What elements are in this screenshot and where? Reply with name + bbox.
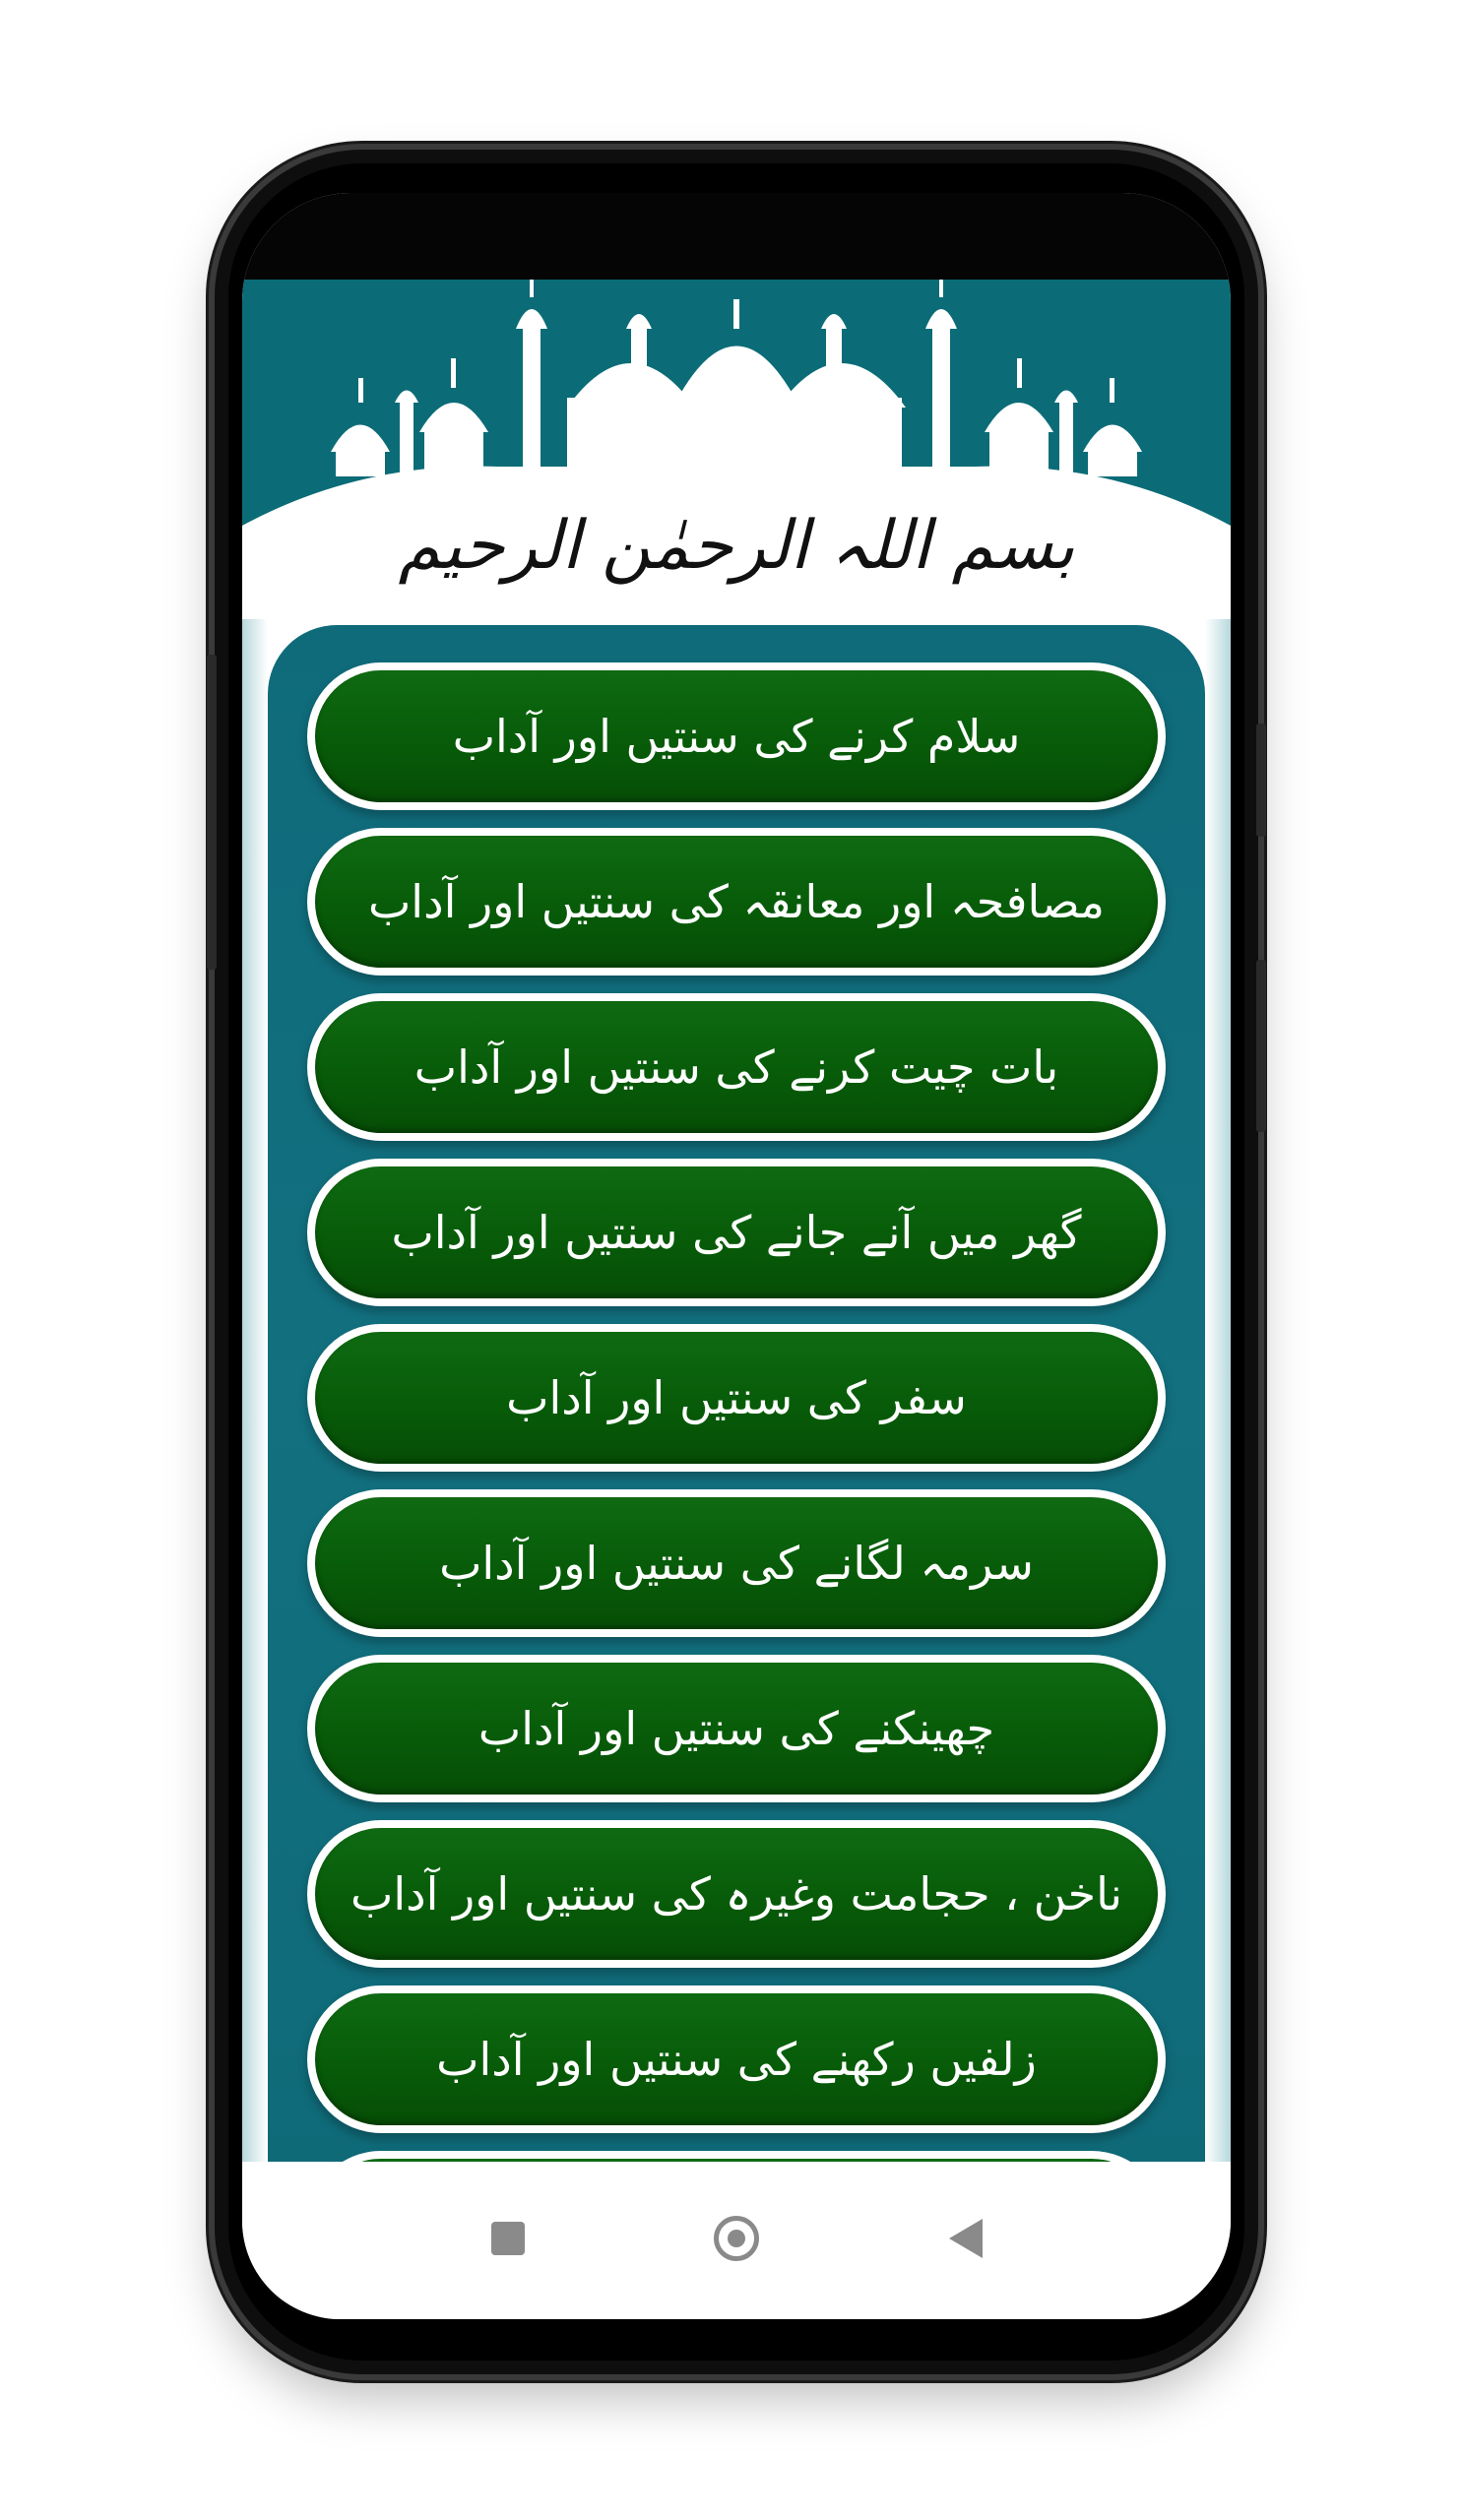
back-button[interactable]: [936, 2209, 995, 2268]
menu-panel: [268, 625, 1205, 2162]
status-bar: [242, 193, 1231, 280]
left-edge-glow: [242, 619, 268, 2162]
menu-item-label: سلام کرنے کی سنتیں اور آداب: [452, 710, 1021, 763]
menu-item-surma[interactable]: [307, 1489, 1166, 1637]
menu-item-label: بات چیت کرنے کی سنتیں اور آداب: [413, 1040, 1059, 1094]
content-area: [242, 619, 1231, 2162]
power-button: [1256, 724, 1266, 837]
recent-apps-button[interactable]: [478, 2209, 538, 2268]
navigation-bar: [242, 2162, 1231, 2319]
side-button: [1256, 960, 1266, 1132]
menu-item-musafaha[interactable]: [307, 828, 1166, 976]
square-icon: [491, 2222, 525, 2255]
menu-item-label: مصافحہ اور معانقہ کی سنتیں اور آداب: [368, 875, 1105, 928]
volume-button: [207, 655, 217, 970]
menu-item-label: سرمہ لگانے کی سنتیں اور آداب: [439, 1537, 1034, 1590]
menu-item-label: سفر کی سنتیں اور آداب: [506, 1371, 967, 1424]
menu-item-nakhun[interactable]: [307, 1820, 1166, 1968]
bismillah-calligraphy: بسم اللہ الرحمٰن الرحیم: [398, 507, 1075, 585]
header-banner: [242, 280, 1231, 619]
menu-item-baat-cheet[interactable]: [307, 993, 1166, 1141]
menu-item-ghar[interactable]: [307, 1159, 1166, 1306]
menu-list: [307, 662, 1166, 2162]
right-edge-glow: [1205, 619, 1231, 2162]
menu-item-zulfain[interactable]: [307, 1985, 1166, 2133]
menu-item-label: ناخن ، حجامت وغیرہ کی سنتیں اور آداب: [350, 1867, 1122, 1921]
menu-item-label: زلفیں رکھنے کی سنتیں اور آداب: [436, 2033, 1037, 2086]
menu-item-chheenk[interactable]: [307, 1655, 1166, 1802]
triangle-back-icon: [949, 2219, 983, 2258]
app-screen: [242, 193, 1231, 2319]
circle-home-icon: [714, 2216, 759, 2261]
home-button[interactable]: [707, 2209, 766, 2268]
menu-item-safar[interactable]: [307, 1324, 1166, 1472]
menu-item-partial[interactable]: [307, 2151, 1166, 2162]
menu-item-label: گھر میں آنے جانے کی سنتیں اور آداب: [391, 1206, 1082, 1259]
menu-item-salam[interactable]: [307, 662, 1166, 810]
menu-item-label: چھینکنے کی سنتیں اور آداب: [477, 1702, 995, 1755]
